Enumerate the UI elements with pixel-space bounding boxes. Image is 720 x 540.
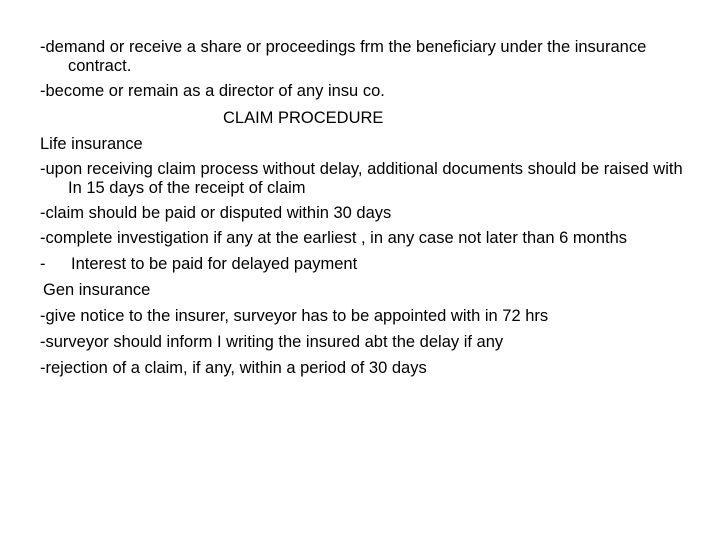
bullet-rejection-claim: -rejection of a claim, if any, within a period of 30 days xyxy=(40,359,427,377)
bullet-director: -become or remain as a director of any insu co. xyxy=(40,82,385,100)
bullet-demand-share: -demand or receive a share or proceedings frm the beneficiary under the insurance contract. xyxy=(40,38,647,75)
bullet-complete-investigation: -complete investigation if any at the earliest , in any case not later than 6 months xyxy=(40,229,627,247)
bullet-surveyor-inform: -surveyor should inform I writing the insured abt the delay if any xyxy=(40,333,504,351)
bullet-paid-or-disputed: -claim should be paid or disputed within 30 days xyxy=(40,204,392,222)
bullet-interest-text: Interest to be paid for delayed payment xyxy=(71,255,358,273)
bullet-interest xyxy=(40,255,700,274)
subheading-life-insurance: Life insurance xyxy=(40,135,143,153)
bullet-give-notice: -give notice to the insurer, surveyor has to be appointed with in 72 hrs xyxy=(40,307,549,325)
section-heading-claim-procedure: CLAIM PROCEDURE xyxy=(223,109,384,127)
bullet-upon-receiving-claim: -upon receiving claim process without delay, additional documents should be raised with In 15 days of the receipt of claim xyxy=(40,160,683,197)
slide-body xyxy=(40,38,700,385)
subheading-gen-insurance: Gen insurance xyxy=(43,281,151,299)
dash-marker: - xyxy=(40,255,46,273)
